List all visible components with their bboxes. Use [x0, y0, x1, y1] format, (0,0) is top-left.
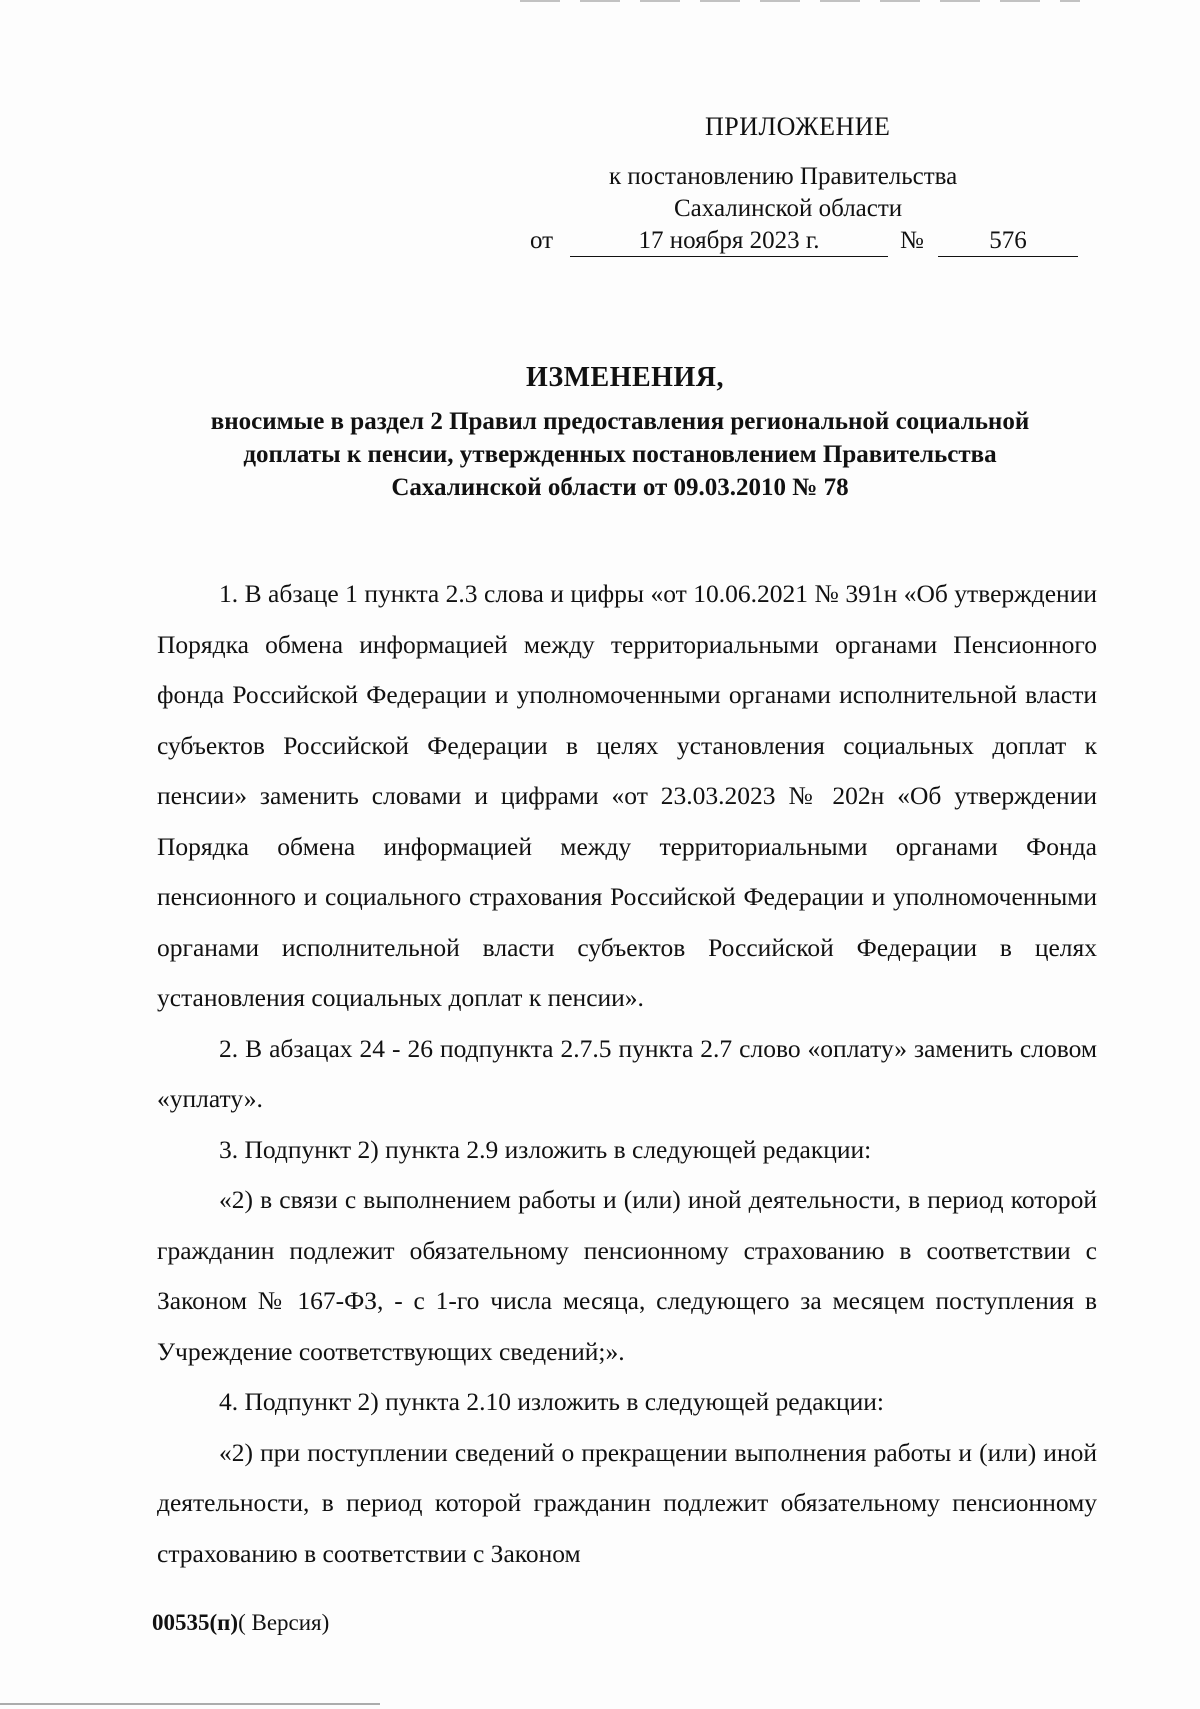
appendix-title: ПРИЛОЖЕНИЕ	[705, 112, 891, 141]
paragraph-1: 1. В абзаце 1 пункта 2.3 слова и цифры «от 10.06.2021 № 391н «Об утверждении Порядка обмена информацией между территориальными органами Пенсионного фонда Российской Федерации и уполномоченными органами исполнительной власти субъектов Российской Федерации в целях установления социальных доплат к пенсии» заменить словами и цифрами «от 23.03.2023 № 202н «Об утверждении Порядка обмена информацией между территориальными органами Фонда пенсионного и социального страхования Российской Федерации и уполномоченными органами исполнительной власти субъектов Российской Федерации в целях установления социальных доплат к пенсии».	[157, 579, 1097, 1012]
paragraph-4: «2) в связи с выполнением работы и (или) иной деятельности, в период которой гражданин подлежит обязательному пенсионному страхованию в соответствии с Законом № 167-ФЗ, - с 1-го числа месяца, следующего за месяцем поступления в Учреждение соответствующих сведений;».	[157, 1185, 1097, 1366]
subtitle-line: доплаты к пенсии, утвержденных постановлением Правительства	[243, 441, 997, 468]
paragraph-6: «2) при поступлении сведений о прекращении выполнения работы и (или) иной деятельности, в период которой гражданин подлежит обязательному пенсионному страхованию в соответствии с Законом	[157, 1437, 1097, 1568]
subtitle-line: Сахалинской области от 09.03.2010 № 78	[391, 474, 849, 501]
document-subtitle	[150, 405, 1090, 504]
paragraph-2: 2. В абзацах 24 - 26 подпункта 2.7.5 пункта 2.7 слово «оплату» заменить словом «уплату».	[157, 1033, 1097, 1113]
footer-doc-code	[152, 1610, 329, 1636]
scan-artifact-top	[520, 0, 1080, 2]
footer-code: 00535(п)	[152, 1610, 239, 1635]
appendix-resolution-line: к постановлению Правительства	[609, 163, 958, 190]
document-title: ИЗМЕНЕНИЯ,	[526, 362, 724, 393]
document-body	[157, 569, 1097, 1579]
resolution-number: 576	[938, 226, 1078, 257]
paragraph-5: 4. Подпункт 2) пункта 2.10 изложить в следующей редакции:	[219, 1387, 884, 1416]
scan-artifact-bottom	[0, 1703, 380, 1705]
appendix-date-row	[530, 226, 1080, 260]
paragraph-3: 3. Подпункт 2) пункта 2.9 изложить в следующей редакции:	[219, 1134, 872, 1164]
appendix-region-line: Сахалинской области	[674, 195, 903, 222]
subtitle-line: вносимые в раздел 2 Правил предоставления региональной социальной	[210, 408, 1030, 435]
date-prefix: от	[530, 227, 554, 254]
resolution-date: 17 ноября 2023 г.	[570, 226, 888, 257]
footer-version: ( Версия)	[238, 1610, 330, 1635]
number-sign: №	[900, 227, 924, 254]
